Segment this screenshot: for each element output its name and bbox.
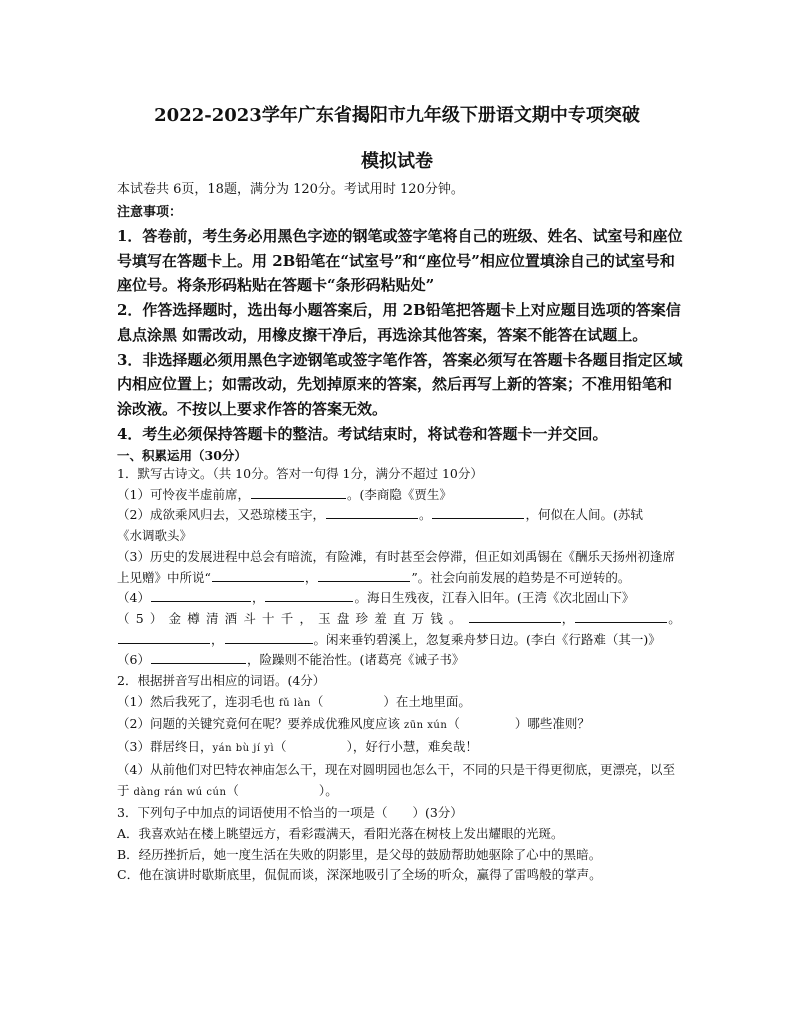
question-1-item-3: （3）历史的发展进程中总会有暗流，有险滩，有时甚至会停滞，但正如刘禹锡在《酬乐天扬州初逢席上见赠》中所说“ ， ”。社会向前发展的趋势是不可逆转的。 [117,548,675,585]
exam-intro: 本试卷共 6页，18题，满分为 120分。考试用时 120分钟。 [117,182,464,197]
answer-blank[interactable] [251,485,346,499]
answer-blank[interactable] [318,568,410,582]
question-2-item-4: （4）从前他们对巴特农神庙怎么干，现在对圆明园也怎么干，不同的只是干得更彻底，更漂亮，以至于 dàng rán wú cún（ ）。 [117,761,675,798]
answer-blank[interactable] [326,505,418,519]
answer-blank[interactable] [212,568,304,582]
question-1-item-6: （6） ，险躁则不能治性。(诸葛亮《诫子书》 [117,652,465,668]
option-a[interactable]: A．我喜欢站在楼上眺望远方，看彩霞满天，看阳光落在树枝上发出耀眼的光斑。 [117,825,564,841]
question-1-item-2: （2）成欲乘风归去，又恐琼楼玉宇， 。 ，何似在人间。(苏轼 《水调歌头》 [117,507,643,544]
answer-blank[interactable] [575,609,667,623]
answer-blank[interactable] [432,505,524,519]
question-1-stem: 1．默写古诗文。（共 10分。答对一句得 1分，满分不超过 10分） [117,466,483,481]
question-2-item-2: （2）问题的关键究竟何在呢？要养成优雅风度应该 zūn xún（ ）哪些准则？ [117,716,590,732]
questions [117,464,683,886]
section-heading: 一、积累运用（30分） [117,448,247,463]
option-c[interactable]: C．他在演讲时歇斯底里，侃侃而谈，深深地吸引了全场的听众，赢得了雷鸣般的掌声。 [117,867,602,883]
answer-blank[interactable] [118,630,210,644]
notice-item: 1．答卷前，考生务必用黑色字迹的钢笔或签字笔将自己的班级、姓名、试室号和座位号填写在答题卡上。用 2B铅笔在“试室号”和“座位号”相应位置填涂自己的试室号和座位号。将条形码粘贴在答题卡“条形码粘贴处” [117,227,683,295]
question-2-item-3: （3）群居终日，yán bù jí yì（ ），好行小慧，难矣哉！ [117,739,478,755]
question-2-item-1: （1）然后我死了，连羽毛也 fǔ làn（ ）在土地里面。 [117,693,471,709]
answer-blank[interactable] [469,609,561,623]
answer-blank[interactable] [151,650,246,664]
notice-list [117,224,683,446]
question-1-item-1: （1）可怜夜半虚前席， 。(李商隐《贾生》 [117,486,452,502]
exam-subtitle: 模拟试卷 [361,151,433,172]
question-2-stem: 2．根据拼音写出相应的词语。(4分） [117,673,326,689]
exam-title: 2022-2023学年广东省揭阳市九年级下册语文期中专项突破 [154,105,640,126]
question-1-item-4: （4） ， 。海日生残夜，江春入旧年。(王湾《次北固山下》 [117,590,635,606]
option-b[interactable]: B．经历挫折后，她一度生活在失败的阴影里，是父母的鼓励帮助她驱除了心中的黑暗。 [117,846,602,862]
question-1-item-5: （5）金樽清酒斗十千，玉盘珍羞直万钱。 ， 。 ， 。闲来垂钓碧溪上，忽复乘舟梦日边。(李白《行路难（其一)》 [117,610,681,647]
answer-blank[interactable] [225,630,313,644]
notice-item: 2．作答选择题时，选出每小题答案后，用 2B铅笔把答题卡上对应题目选项的答案信息点涂黑 如需改动，用橡皮擦干净后，再选涂其他答案，答案不能答在试题上。 [117,301,681,344]
notice-item: 4．考生必须保持答题卡的整洁。考试结束时，将试卷和答题卡一并交回。 [117,424,608,443]
answer-blank[interactable] [265,588,353,602]
notice-item: 3．非选择题必须用黑色字迹钢笔或签字笔作答，答案必须写在答题卡各题目指定区域内相应位置上；如需改动，先划掉原来的答案，然后再写上新的答案；不准用铅笔和涂改液。不按以上要求作答的答案无效。 [117,350,683,418]
question-3-stem: 3．下列句子中加点的词语使用不恰当的一项是（ ）(3分） [117,805,463,821]
answer-blank[interactable] [151,588,251,602]
notice-heading: 注意事项： [117,205,183,220]
